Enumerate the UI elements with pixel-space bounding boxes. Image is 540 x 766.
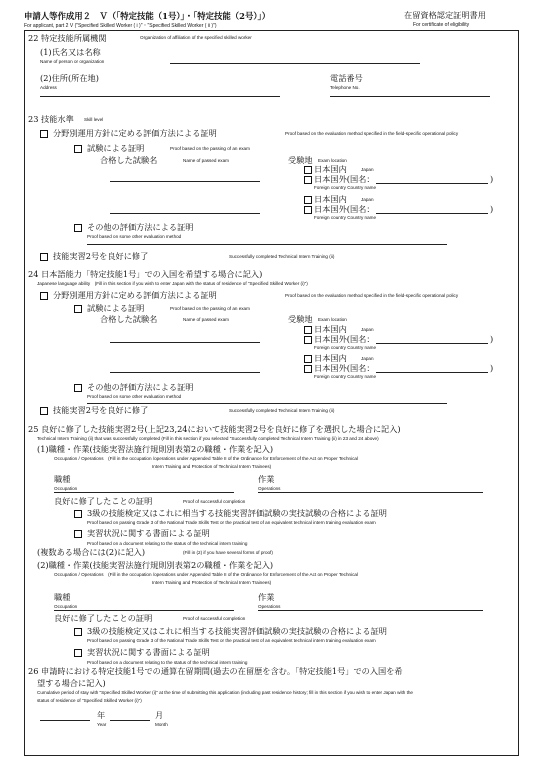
s25-proof1-label-en: Proof of successful completion bbox=[183, 499, 246, 504]
s25-doc-label-1-en: Proof based on a document relating to the status of the technical intern training bbox=[87, 541, 248, 546]
s24-japan-label-2-en: Japan bbox=[361, 356, 374, 361]
s25-proof1-label: 良好に修了したことの証明 bbox=[54, 496, 153, 506]
s24-exam-label: 試験による証明 bbox=[87, 303, 145, 313]
s23-other-label-en: Proof based on some other evaluation method bbox=[87, 234, 182, 239]
s25-grade3-checkbox-2[interactable] bbox=[74, 628, 82, 636]
s23-paren-1: ) bbox=[490, 174, 494, 184]
s23-abroad-label-2: 日本国外(国名： bbox=[314, 204, 375, 214]
s23-other-field[interactable] bbox=[87, 244, 447, 245]
s25-title-en: Technical Intern Training (ii) that was successfully completed (Fill in this section if you selected "Successfully completed Technical Intern Training (ii) in 23 and 24 above) bbox=[37, 436, 379, 441]
s25-title: 25 良好に修了した技能実習2号(上記23,24において技能実習2号を良好に修了を選択した場合に記入) bbox=[28, 424, 401, 434]
s23-intern-label-en: Successfully completed Technical Intern Training (ii) bbox=[229, 254, 335, 259]
s24-japan-checkbox-2[interactable] bbox=[304, 355, 312, 363]
s23-japan-label-1-en: Japan bbox=[361, 167, 374, 172]
s24-other-checkbox[interactable] bbox=[74, 384, 82, 392]
s24-loc-label: 受験地 bbox=[288, 314, 313, 324]
s25-multi-label-en: (Fill in (2) if you have several forms of proof) bbox=[183, 550, 273, 555]
s23-intern-label: 技能実習2号を良好に修了 bbox=[53, 251, 149, 261]
s23-foreign-label-1: Foreign country Country name bbox=[314, 185, 377, 190]
s23-method-label: 分野別運用方針に定める評価方法による証明 bbox=[53, 128, 217, 138]
s24-title: 24 日本語能力「特定技能1号」での入国を希望する場合に記入) bbox=[28, 269, 263, 279]
s25-doc-checkbox-1[interactable] bbox=[74, 530, 82, 538]
s25-work2-label-en: Operations bbox=[258, 604, 281, 609]
s23-country-field-1[interactable] bbox=[376, 183, 488, 184]
s24-abroad-label-2: 日本国外(国名： bbox=[314, 363, 375, 373]
s25-multi-label: (複数ある場合には(2)に記入) bbox=[37, 547, 146, 557]
s25-work1-label-en: Operations bbox=[258, 486, 281, 491]
s23-loc-label-en: Exam location bbox=[318, 158, 347, 163]
s24-japan-label-1-en: Japan bbox=[361, 327, 374, 332]
s24-other-label: その他の評価方法による証明 bbox=[87, 382, 194, 392]
s23-loc-label: 受験地 bbox=[288, 155, 313, 165]
form-type: 在留資格認定証明書用 bbox=[404, 10, 486, 20]
s22-name-field[interactable] bbox=[170, 63, 420, 64]
s24-exam-checkbox[interactable] bbox=[74, 305, 82, 313]
s23-passed-label-en: Name of passed exam bbox=[183, 158, 229, 163]
s24-passed-field-1[interactable] bbox=[110, 342, 260, 343]
s26-month-label: 月 bbox=[155, 710, 164, 720]
s25-work2-field[interactable] bbox=[258, 610, 483, 611]
s24-passed-field-2[interactable] bbox=[110, 372, 260, 373]
s24-other-field[interactable] bbox=[87, 403, 447, 404]
s26-title-en-a: Cumulative period of stay with "Specified Skilled Worker (i)" at the time of submitting this application (including past residence history; fill in this section if you wish to enter Japan with the bbox=[37, 690, 413, 695]
s23-title-en: Skill level bbox=[84, 117, 104, 122]
s23-passed-field-1[interactable] bbox=[110, 181, 260, 182]
s24-title-en: Japanese language ability (Fill in this section if you wish to enter Japan with the status of residence of "Specified Skilled Worker (i)") bbox=[37, 281, 308, 286]
s22-addr-label: (2)住所(所在地) bbox=[40, 73, 99, 83]
s22-title-en: Organization of affiliation of the specified skilled worker bbox=[140, 35, 252, 40]
s24-passed-label-en: Name of passed exam bbox=[183, 317, 229, 322]
s25-work2-label: 作業 bbox=[258, 592, 275, 602]
s24-abroad-label-1: 日本国外(国名： bbox=[314, 334, 375, 344]
s25-doc-label-1: 実習状況に関する書面による証明 bbox=[87, 528, 210, 538]
s26-title-b: 望する場合に記入) bbox=[37, 678, 106, 688]
s25-job2-field[interactable] bbox=[54, 610, 234, 611]
form-title-en: For applicant, part 2 V ("Specified Skilled Worker ( i )"・"Specified Skilled Worker ( ii )") bbox=[24, 23, 217, 29]
s24-method-label-en: Proof based on the evaluation method specified in the field-specific operational policy bbox=[285, 293, 459, 298]
s23-exam-checkbox[interactable] bbox=[74, 145, 82, 153]
s24-intern-label: 技能実習2号を良好に修了 bbox=[53, 405, 149, 415]
s23-abroad-checkbox-2[interactable] bbox=[304, 206, 312, 214]
s24-abroad-checkbox-1[interactable] bbox=[304, 336, 312, 344]
s26-title-en-b: status of residence of "Specified Skilled Worker (i)") bbox=[37, 698, 142, 703]
s23-method-label-en: Proof based on the evaluation method specified in the field-specific operational policy bbox=[285, 131, 459, 136]
s23-other-label: その他の評価方法による証明 bbox=[87, 222, 194, 232]
s25-occ1-title: (1)職種・作業(技能実習法施行規則別表第2の職種・作業を記入) bbox=[37, 444, 274, 454]
s25-grade3-label-1: 3級の技能検定又はこれに相当する技能実習評価試験の実技試験の合格による証明 bbox=[87, 508, 387, 518]
s23-abroad-checkbox-1[interactable] bbox=[304, 176, 312, 184]
s25-grade3-checkbox-1[interactable] bbox=[74, 510, 82, 518]
s24-abroad-checkbox-2[interactable] bbox=[304, 365, 312, 373]
s23-foreign-label-2: Foreign country Country name bbox=[314, 215, 377, 220]
s22-title: 22 特定技能所属機関 bbox=[28, 33, 107, 43]
s22-addr-label-en: Address bbox=[40, 85, 57, 90]
form-type-en: For certificate of eligibility bbox=[413, 22, 470, 28]
s23-japan-label-1: 日本国内 bbox=[314, 164, 347, 174]
s25-job1-label: 職種 bbox=[54, 474, 71, 484]
s23-intern-checkbox[interactable] bbox=[40, 253, 48, 261]
s25-occ1-en-a: Occupation / Operations (Fill in the occupation /operations under Appended Table II of the Ordinance for Enforcement of the Act on Proper Technical bbox=[54, 456, 358, 461]
s26-year-field[interactable] bbox=[40, 720, 90, 721]
s25-work1-label: 作業 bbox=[258, 474, 275, 484]
s25-grade3-label-2-en: Proof based on passing Grade 3 of the National Trade Skills Test or the practical test of an equivalent technical intern training evaluation exam bbox=[87, 638, 376, 643]
s25-occ1-en-b: Intern Training and Protection of Technical Intern Trainees) bbox=[152, 464, 272, 469]
s26-month-label-en: Month bbox=[155, 722, 168, 727]
s23-title: 23 技能水準 bbox=[28, 114, 74, 124]
s23-passed-label: 合格した試験名 bbox=[100, 155, 158, 165]
s25-work1-field[interactable] bbox=[258, 492, 483, 493]
s25-grade3-label-1-en: Proof based on passing Grade 3 of the National Trade Skills Test or the practical test of an equivalent technical intern training evaluation exam bbox=[87, 520, 376, 525]
s22-addr-field[interactable] bbox=[40, 96, 280, 97]
s25-job2-label: 職種 bbox=[54, 592, 71, 602]
s22-name-label: (1)氏名又は名称 bbox=[40, 47, 101, 57]
s24-other-label-en: Proof based on some other evaluation method bbox=[87, 394, 182, 399]
s24-foreign-label-2: Foreign country Country name bbox=[314, 374, 377, 379]
s25-doc-label-2: 実習状況に関する書面による証明 bbox=[87, 647, 210, 657]
s23-other-checkbox[interactable] bbox=[74, 224, 82, 232]
s25-doc-label-2-en: Proof based on a document relating to the status of the technical intern training bbox=[87, 660, 248, 665]
s25-occ2-en-b: Intern Training and Protection of Technical Intern Trainees) bbox=[152, 580, 272, 585]
s23-japan-checkbox-1[interactable] bbox=[304, 166, 312, 174]
s24-japan-checkbox-1[interactable] bbox=[304, 326, 312, 334]
s26-year-label: 年 bbox=[97, 710, 106, 720]
s23-paren-2: ) bbox=[490, 204, 494, 214]
s24-method-label: 分野別運用方針に定める評価方法による証明 bbox=[53, 290, 217, 300]
s23-japan-label-2-en: Japan bbox=[361, 197, 374, 202]
s24-intern-label-en: Successfully completed Technical Intern Training (ii) bbox=[229, 408, 335, 413]
s23-country-field-2[interactable] bbox=[376, 213, 488, 214]
s25-job2-label-en: Occupation bbox=[54, 604, 78, 609]
s23-abroad-label-1: 日本国外(国名： bbox=[314, 174, 375, 184]
s26-title-a: 26 申請時における特定技能1号での通算在留期間(過去の在留歴を含む。「特定技能1号」での入国を希 bbox=[28, 666, 403, 676]
s25-job1-label-en: Occupation bbox=[54, 486, 78, 491]
s24-paren-2: ) bbox=[490, 363, 494, 373]
s24-paren-1: ) bbox=[490, 334, 494, 344]
s23-japan-label-2: 日本国内 bbox=[314, 194, 347, 204]
s24-intern-checkbox[interactable] bbox=[40, 407, 48, 415]
s22-tel-label-en: Telephone No. bbox=[330, 85, 360, 90]
s26-year-label-en: Year bbox=[97, 722, 107, 727]
s25-occ2-title: (2)職種・作業(技能実習法施行規則別表第2の職種・作業を記入) bbox=[37, 560, 274, 570]
s24-japan-label-2: 日本国内 bbox=[314, 353, 347, 363]
s25-proof2-label-en: Proof of successful completion bbox=[183, 616, 246, 621]
s24-loc-label-en: Exam location bbox=[318, 317, 347, 322]
s22-name-label-en: Name of person or organization bbox=[40, 59, 105, 64]
s24-method-checkbox[interactable] bbox=[40, 292, 48, 300]
s24-passed-label: 合格した試験名 bbox=[100, 314, 158, 324]
s23-method-checkbox[interactable] bbox=[40, 130, 48, 138]
s24-japan-label-1: 日本国内 bbox=[314, 324, 347, 334]
s22-tel-label: 電話番号 bbox=[330, 73, 363, 83]
s24-country-field-2[interactable] bbox=[376, 372, 488, 373]
s23-passed-field-2[interactable] bbox=[110, 213, 260, 214]
s23-japan-checkbox-2[interactable] bbox=[304, 196, 312, 204]
s23-exam-label: 試験による証明 bbox=[87, 143, 145, 153]
s25-occ2-en-a: Occupation / Operations (Fill in the occupation /operations under Appended Table II of the Ordinance for Enforcement of the Act on Proper Technical bbox=[54, 572, 358, 577]
s24-country-field-1[interactable] bbox=[376, 343, 488, 344]
s24-exam-label-en: Proof based on the passing of an exam bbox=[170, 306, 250, 311]
s24-foreign-label-1: Foreign country Country name bbox=[314, 345, 377, 350]
form-title: 申請人等作成用２ Ｖ（「特定技能（1号）」・「特定技能（2号）」） bbox=[24, 11, 271, 21]
s23-exam-label-en: Proof based on the passing of an exam bbox=[170, 146, 250, 151]
s26-month-field[interactable] bbox=[110, 720, 150, 721]
s25-grade3-label-2: 3級の技能検定又はこれに相当する技能実習評価試験の実技試験の合格による証明 bbox=[87, 626, 387, 636]
s25-job1-field[interactable] bbox=[54, 492, 234, 493]
s25-doc-checkbox-2[interactable] bbox=[74, 649, 82, 657]
s22-tel-field[interactable] bbox=[330, 96, 490, 97]
s25-proof2-label: 良好に修了したことの証明 bbox=[54, 613, 153, 623]
